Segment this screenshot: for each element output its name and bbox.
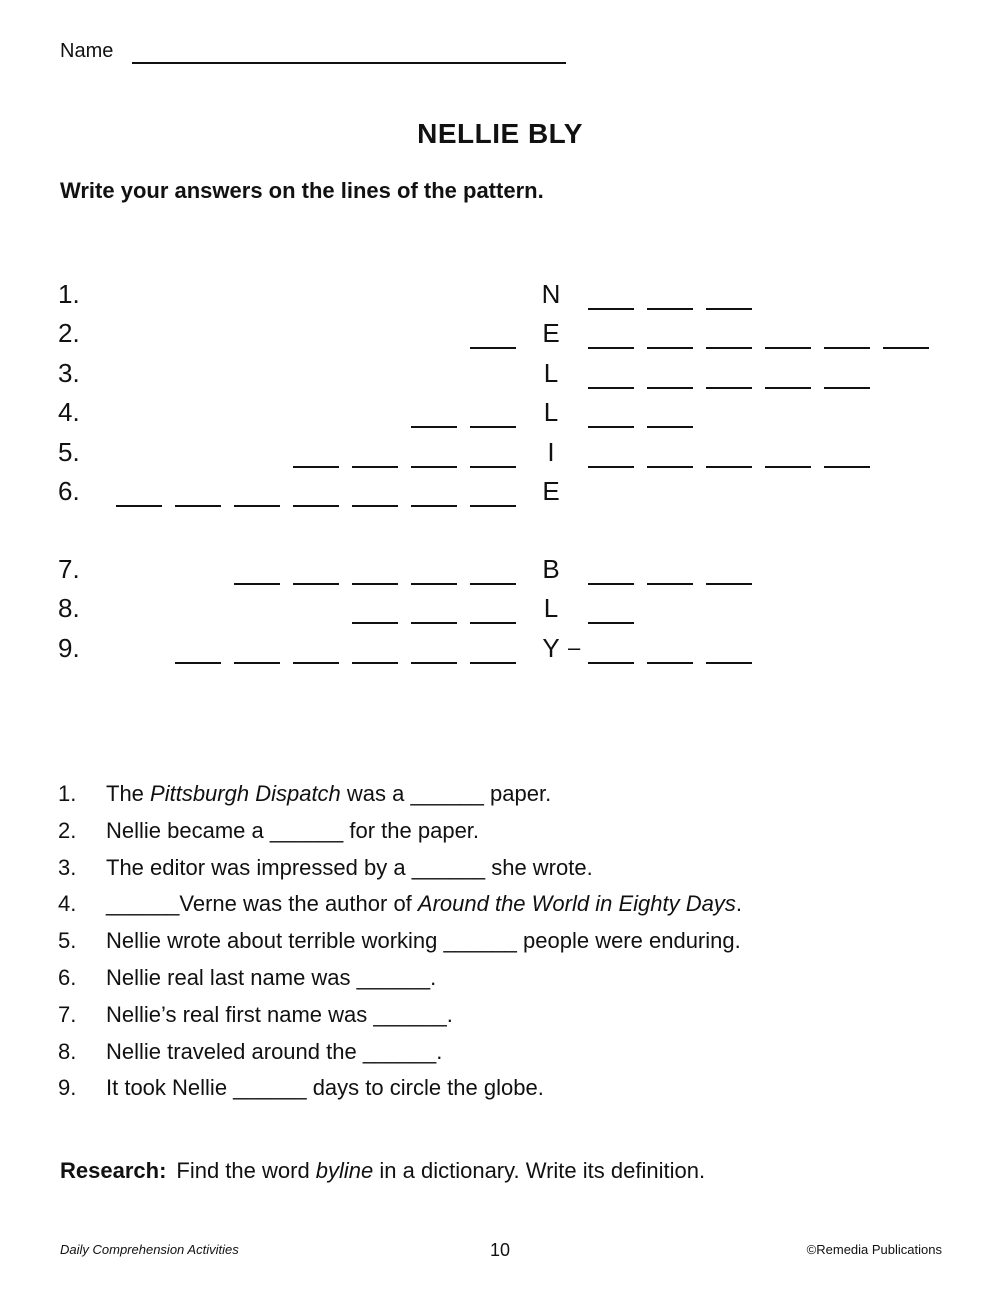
answer-blank[interactable] (765, 347, 811, 349)
clue-item (58, 886, 742, 923)
clue-text: It took Nellie ______ days to circle the globe. (106, 1075, 544, 1101)
clue-number: 5. (58, 928, 77, 954)
answer-blank[interactable] (588, 347, 634, 349)
clue-text: The editor was impressed by a ______ she wrote. (106, 854, 593, 880)
answer-blank[interactable] (647, 583, 693, 585)
clue-item (58, 1034, 742, 1071)
answer-blank[interactable] (470, 662, 516, 664)
answer-blank[interactable] (588, 583, 634, 585)
answer-blank[interactable] (352, 466, 398, 468)
pattern-row-number: 2. (58, 318, 80, 348)
pattern-letter: Y (542, 633, 560, 663)
clue-text: Nellie real last name was ______. (106, 964, 437, 990)
pattern-row-number: 8. (58, 593, 80, 623)
answer-blank[interactable] (647, 347, 693, 349)
clue-item (58, 776, 742, 813)
footer-copyright: ©Remedia Publications (806, 1242, 942, 1257)
clue-text: ______Verne was the author of (106, 891, 418, 917)
clue-number: 2. (58, 817, 77, 843)
answer-blank[interactable] (647, 308, 693, 310)
answer-blank[interactable] (470, 466, 516, 468)
answer-blank[interactable] (293, 662, 339, 664)
answer-blank[interactable] (470, 426, 516, 428)
pattern-row-number: 5. (58, 437, 80, 467)
clue-item (58, 960, 742, 997)
answer-blank[interactable] (647, 662, 693, 664)
instructions: Write your answers on the lines of the pattern. (60, 178, 544, 203)
answer-blank[interactable] (765, 466, 811, 468)
answer-blank[interactable] (588, 308, 634, 310)
clue-list (58, 776, 742, 1107)
pattern-letter: B (542, 554, 560, 584)
pattern-letter: E (542, 476, 560, 506)
clue-text: was a ______ paper. (340, 781, 552, 806)
answer-blank[interactable] (706, 387, 752, 389)
answer-blank[interactable] (647, 466, 693, 468)
answer-blank[interactable] (824, 466, 870, 468)
answer-blank[interactable] (352, 622, 398, 624)
answer-blank[interactable] (470, 505, 516, 507)
answer-blank[interactable] (352, 583, 398, 585)
answer-blank[interactable] (706, 466, 752, 468)
clue-number: 8. (58, 1038, 77, 1064)
answer-blank[interactable] (352, 662, 398, 664)
clue-item (58, 997, 742, 1034)
answer-blank[interactable] (470, 583, 516, 585)
pattern-row-number: 9. (58, 633, 80, 663)
pattern-row-number: 1. (58, 279, 80, 309)
pattern-letter: L (543, 358, 559, 388)
answer-blank[interactable] (706, 347, 752, 349)
clue-title-italic: Pittsburgh Dispatch (150, 781, 341, 806)
answer-blank[interactable] (411, 505, 457, 507)
clue-item (58, 813, 742, 850)
clue-item (58, 850, 742, 887)
answer-blank[interactable] (588, 466, 634, 468)
clue-text: Nellie became a ______ for the paper. (106, 817, 480, 843)
answer-blank[interactable] (116, 505, 162, 507)
answer-blank[interactable] (588, 426, 634, 428)
answer-blank[interactable] (647, 387, 693, 389)
clue-number: 7. (58, 1001, 77, 1027)
answer-blank[interactable] (647, 426, 693, 428)
page-title: NELLIE BLY (417, 118, 583, 149)
answer-blank[interactable] (588, 387, 634, 389)
pattern-row-number: 4. (58, 397, 80, 427)
research-text: in a dictionary. Write its definition. (373, 1158, 706, 1183)
answer-blank[interactable] (234, 505, 280, 507)
answer-blank[interactable] (411, 662, 457, 664)
clue-number: 4. (58, 891, 77, 917)
clue-text: Nellie wrote about terrible working ______ people were enduring. (106, 928, 741, 954)
pattern-row-number: 7. (58, 554, 80, 584)
answer-blank[interactable] (175, 505, 221, 507)
answer-blank[interactable] (765, 387, 811, 389)
clue-number: 1. (58, 781, 77, 806)
clue-item (58, 1070, 742, 1107)
clue-item (58, 923, 742, 960)
answer-blank[interactable] (588, 622, 634, 624)
pattern-letter: L (543, 593, 559, 623)
clue-title-italic: Around the World in Eighty Days (417, 891, 736, 917)
answer-blank[interactable] (293, 466, 339, 468)
answer-blank[interactable] (293, 583, 339, 585)
page-number: 10 (489, 1240, 511, 1260)
answer-blank[interactable] (706, 662, 752, 664)
answer-blank[interactable] (883, 347, 929, 349)
pattern-letter: N (541, 279, 561, 309)
answer-blank[interactable] (352, 505, 398, 507)
clue-text: . (735, 891, 742, 917)
answer-blank[interactable] (470, 622, 516, 624)
answer-blank[interactable] (234, 662, 280, 664)
clue-number: 9. (58, 1075, 77, 1101)
clue-text: Nellie’s real first name was ______. (106, 1001, 453, 1027)
clue-text: Nellie traveled around the ______. (106, 1038, 443, 1064)
clue-number: 6. (58, 964, 77, 990)
research-text: Find the word (176, 1158, 316, 1183)
answer-blank[interactable] (588, 662, 634, 664)
research-prompt (60, 1158, 705, 1184)
answer-blank[interactable] (293, 505, 339, 507)
answer-blank[interactable] (411, 583, 457, 585)
answer-blank[interactable] (470, 347, 516, 349)
answer-blank[interactable] (234, 583, 280, 585)
pattern-row-number: 3. (58, 358, 80, 388)
hyphen: – (568, 635, 581, 660)
footer-publication-title: Daily Comprehension Activities (60, 1242, 239, 1257)
research-label: Research: (60, 1158, 167, 1183)
answer-blank[interactable] (706, 308, 752, 310)
name-label: Name (60, 40, 114, 62)
answer-blank[interactable] (411, 622, 457, 624)
answer-blank[interactable] (175, 662, 221, 664)
pattern-row-number: 6. (58, 476, 80, 506)
clue-text: The (106, 781, 151, 806)
answer-blank[interactable] (824, 387, 870, 389)
answer-blank[interactable] (706, 583, 752, 585)
answer-blank[interactable] (411, 466, 457, 468)
pattern-letter: E (542, 318, 560, 348)
pattern-letter: L (543, 397, 559, 427)
answer-blank[interactable] (824, 347, 870, 349)
clue-number: 3. (58, 854, 77, 880)
pattern-letter: I (547, 437, 555, 467)
research-term: byline (315, 1158, 374, 1183)
answer-blank[interactable] (411, 426, 457, 428)
